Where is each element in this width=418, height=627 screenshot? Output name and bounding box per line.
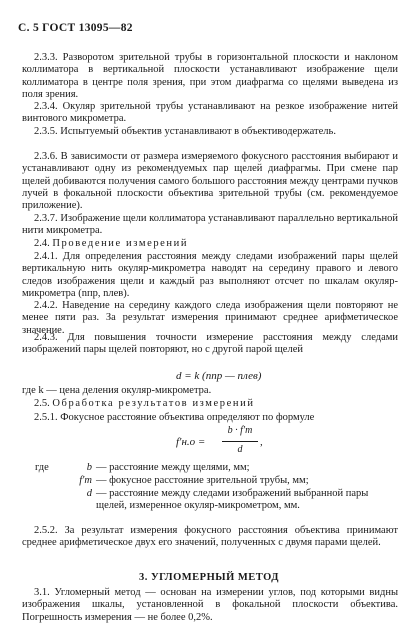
paragraph-2-5-2: 2.5.2. За результат измерения фокусного расстояния объектива принимают среднее арифметическое двух его значений, полученных с двумя парами щелей. (22, 525, 398, 549)
formula-d: d = k (nпр — nлев) (176, 370, 262, 382)
definition-k: где k — цена деления окуляр-микрометра. (22, 385, 212, 396)
paragraph-2-4-2: 2.4.2. Наведение на середину каждого следа изображения щели повторяют не менее пяти раз. За результат измерения принимают среднее арифметическое значение. (22, 300, 398, 336)
formula-f-lhs: f′н.о = (176, 436, 206, 448)
section-3-title: 3. УГЛОМЕРНЫЙ МЕТОД (138, 572, 280, 583)
definitions-where: где (35, 462, 49, 473)
subsection-2-4-number: 2.4. (34, 238, 50, 249)
paragraph-3-1: 3.1. Угломерный метод — основан на измерении углов, под которыми видны изображения шкалы, установленной в фокальной плоскости объектива. Погрешность измерения — не более 0,2%. (22, 587, 398, 623)
formula-f-tail: , (260, 436, 263, 448)
definition-text-d: — расстояние между следами изображений выбранной пары щелей, измеренное окуляр-микрометром, мм. (96, 488, 369, 512)
page-header: С. 5 ГОСТ 13095—82 (18, 22, 133, 34)
paragraph-2-4-3: 2.4.3. Для повышения точности измерение расстояния между следами изображений пары щелей повторяют, но с другой парой щелей (22, 332, 398, 356)
formula-f-fraction-bar (222, 441, 258, 442)
paragraph-2-3-3: 2.3.3. Разворотом зрительной трубы в горизонтальной плоскости и наклоном коллиматора в вертикальной плоскости устанавливают изображение щели коллиматора в центре поля зрения, при этом диафрагма со щелями выведена из поля зрения. (22, 52, 398, 100)
formula-f-numerator: b · f′т (227, 425, 253, 436)
paragraph-2-3-6: 2.3.6. В зависимости от размера измеряемого фокусного расстояния выбирают и устанавливают одну из рекомендуемых пар щелей диафрагмы. При смене пар щелей добиваются получения самого большого расстояния между центрами пучков лучей в фокальной плоскости объектива зрительной трубы (см. рекомендуемое приложение). (22, 151, 398, 212)
subsection-2-4-heading (22, 238, 398, 250)
definition-symbol-b: b (86, 462, 92, 473)
paragraph-2-3-5: 2.3.5. Испытуемый объектив устанавливают в объективодержатель. (34, 126, 336, 137)
definition-text-b: — расстояние между щелями, мм; (96, 462, 250, 473)
paragraph-2-3-7: 2.3.7. Изображение щели коллиматора устанавливают параллельно вертикальной нити микрометра. (22, 213, 398, 237)
subsection-2-5-number: 2.5. (34, 398, 50, 409)
paragraph-2-4-1: 2.4.1. Для определения расстояния между следами изображений пары щелей вертикальную нить окуляр-микрометра наводят на середину правого и левого следов изображения щели и каждый раз выполняют отсчет по шкалам окуляр-микрометра (nпр, nлев). (22, 251, 398, 299)
formula-f-denominator: d (237, 444, 243, 455)
definition-symbol-d: d (86, 488, 92, 499)
subsection-2-5-heading (22, 398, 398, 410)
subsection-2-4-title: Проведение измерений (52, 238, 189, 249)
definition-text-ft: — фокусное расстояние зрительной трубы, мм; (96, 475, 309, 486)
definition-symbol-ft: f′т (79, 475, 92, 486)
paragraph-2-3-4: 2.3.4. Окуляр зрительной трубы устанавливают на резкое изображение нитей винтового микрометра. (22, 101, 398, 125)
subsection-2-5-title: Обработка результатов измерений (52, 398, 255, 409)
paragraph-2-5-1: 2.5.1. Фокусное расстояние объектива определяют по формуле (34, 412, 315, 423)
